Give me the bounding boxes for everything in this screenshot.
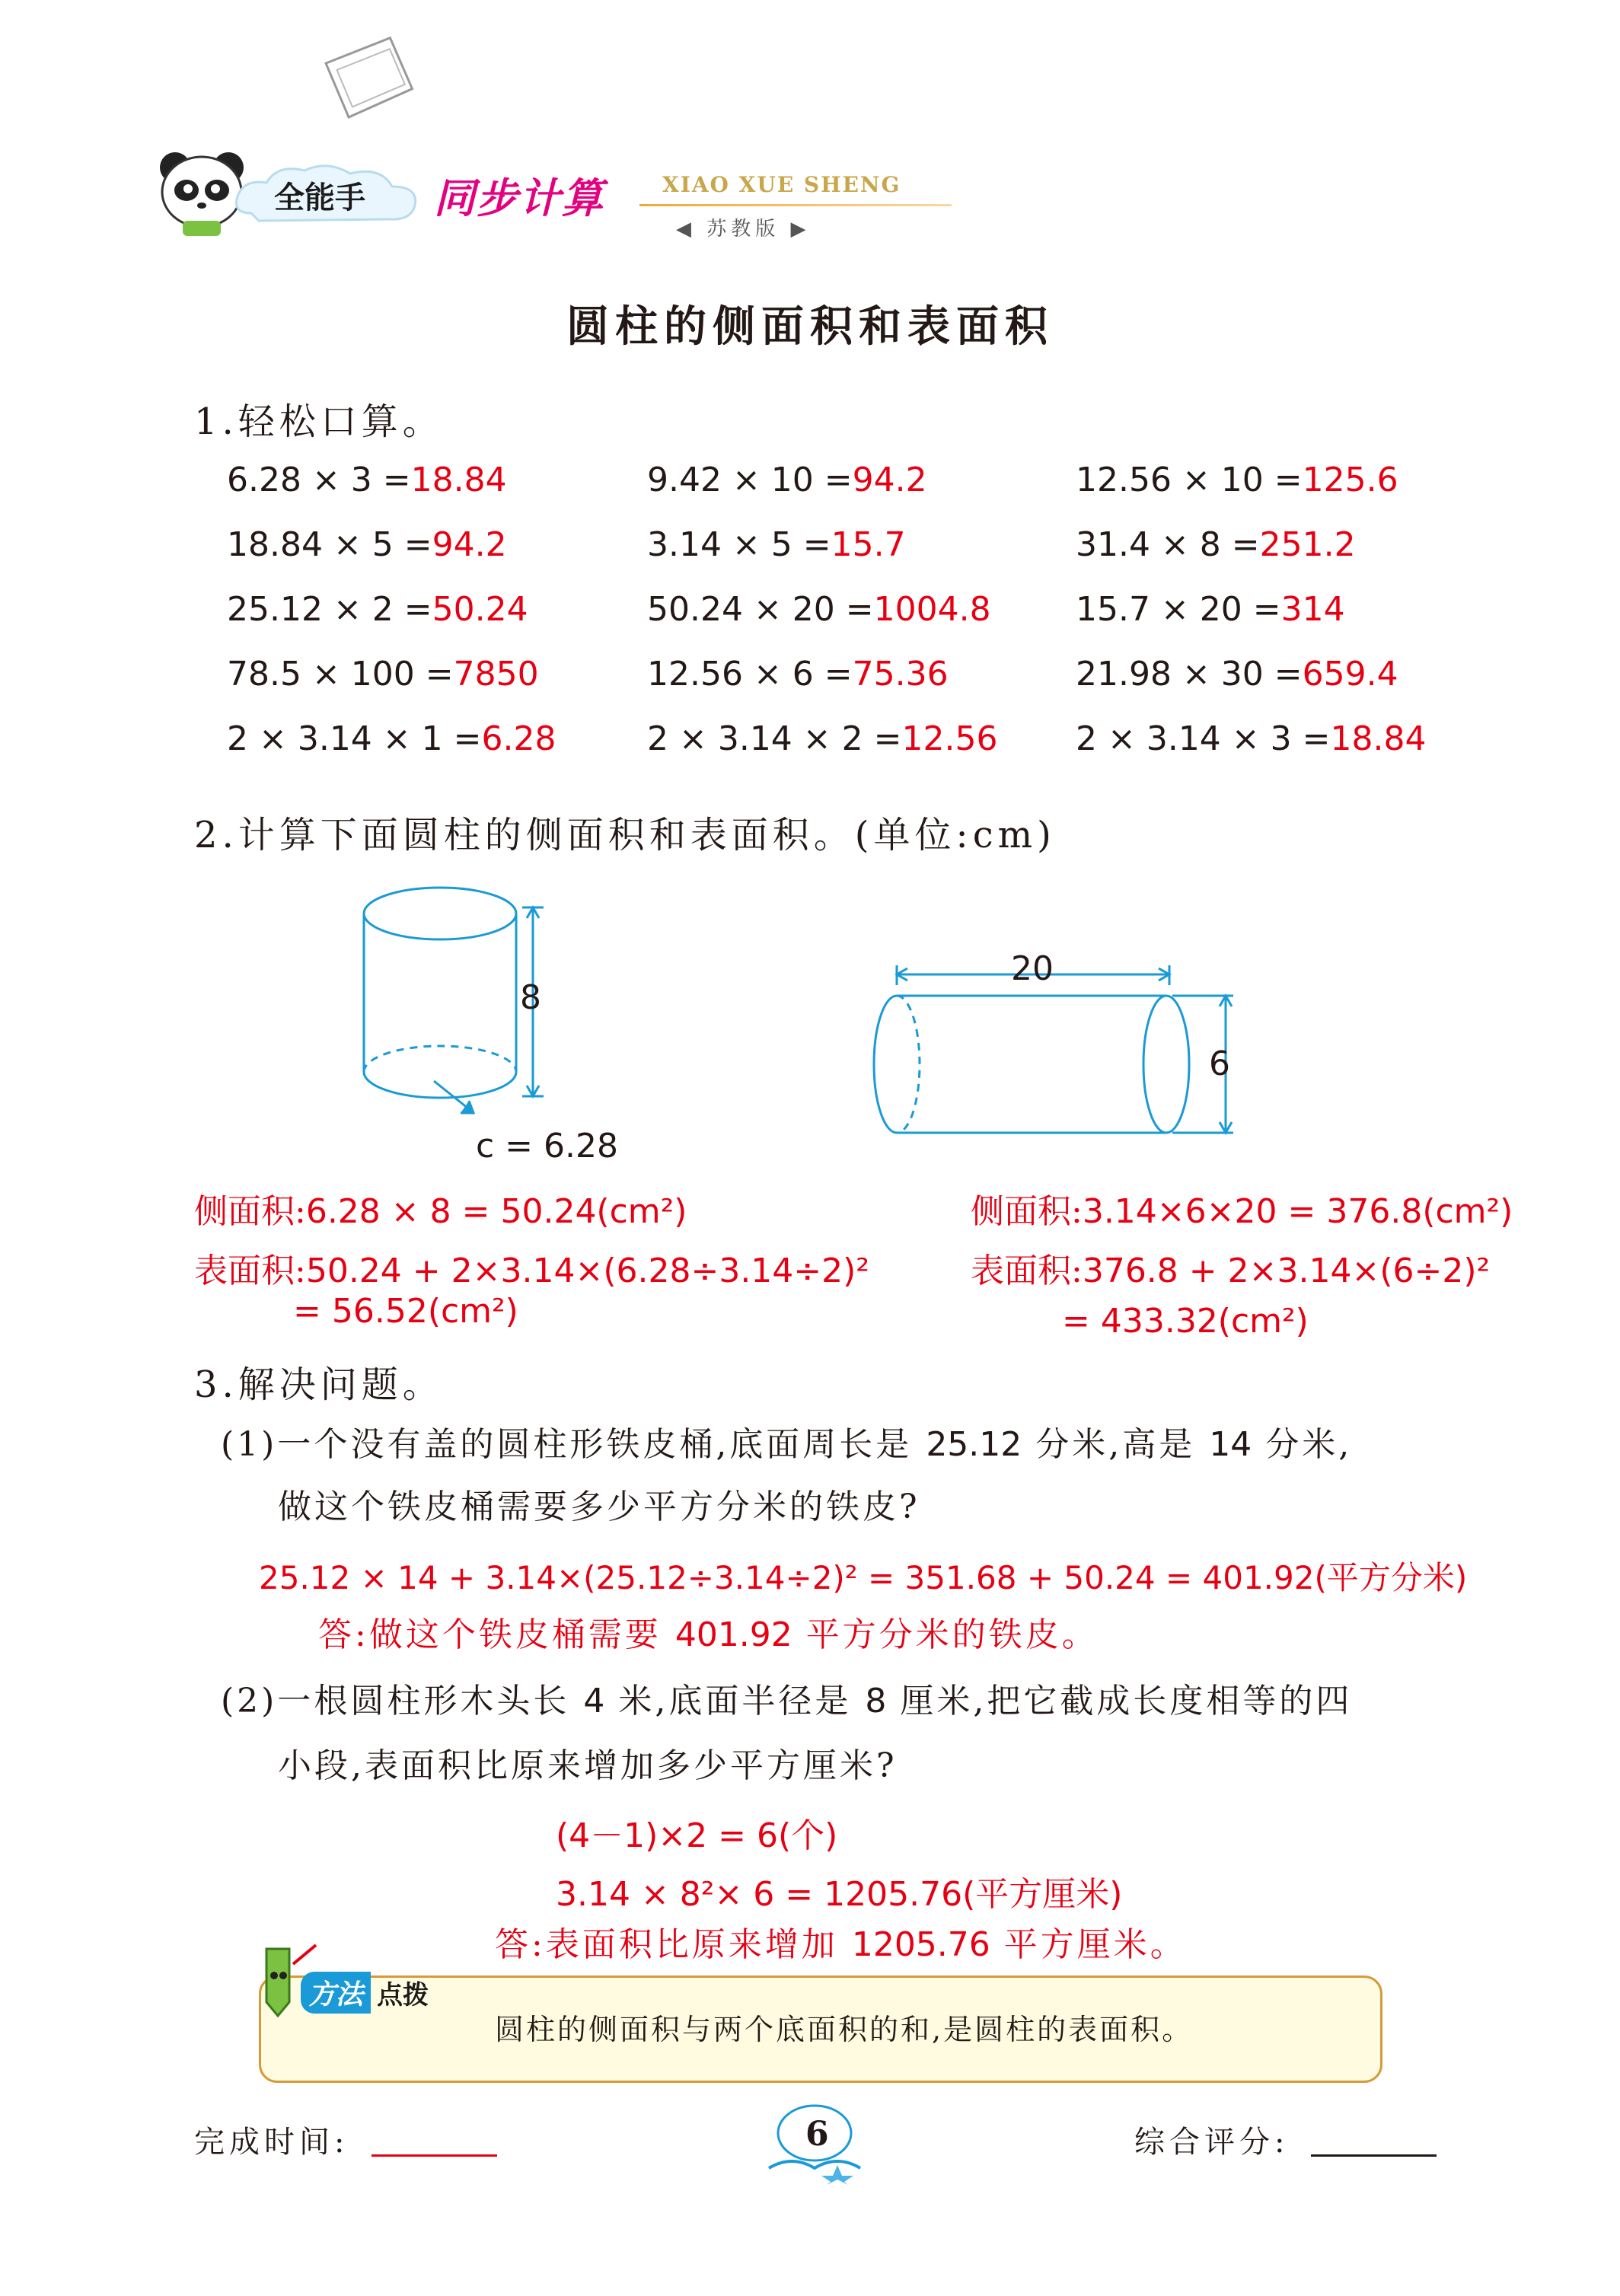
- problem1-answer: [318, 1612, 1099, 1658]
- fig1-surface-label: 表面积:: [194, 1252, 306, 1290]
- oral-calc-answer: 18.84: [1330, 719, 1427, 758]
- oral-calc-question: 2 × 3.14 × 2 =: [647, 719, 902, 758]
- oral-calc-question: 21.98 × 30 =: [1076, 655, 1303, 694]
- oral-calc-item: [647, 719, 997, 758]
- problem2-text-a: (2)一根圆柱形木头长: [221, 1682, 570, 1720]
- oral-calc-item: [227, 655, 539, 694]
- score-blank[interactable]: [1311, 2154, 1437, 2157]
- problem2-text-b: 米,底面半径是: [618, 1682, 852, 1720]
- fig2-surface-expr: 376.8 + 2×3.14×(6÷2)²: [1082, 1252, 1491, 1290]
- tip-badge: [301, 1972, 435, 2014]
- height-label: 8: [520, 978, 541, 1017]
- tip-text: 圆柱的侧面积与两个底面积的和,是圆柱的表面积。: [495, 2013, 1194, 2046]
- oral-calc-item: [1076, 719, 1426, 758]
- edition-text: 苏教版: [706, 218, 780, 241]
- problem1-line2: 做这个铁皮桶需要多少平方分米的铁皮?: [278, 1488, 920, 1526]
- oral-calc-question: 9.42 × 10 =: [647, 461, 853, 499]
- completion-time-blank[interactable]: [372, 2154, 497, 2157]
- oral-calc-item: [647, 655, 949, 694]
- fig1-surface-result: = 56.52(cm²): [293, 1292, 518, 1331]
- oral-calc-question: 6.28 × 3 =: [227, 461, 411, 499]
- oral-calc-item: [647, 461, 927, 499]
- brand-name: 全能手: [274, 180, 365, 215]
- oral-calc-question: 2 × 3.14 × 3 =: [1076, 719, 1331, 758]
- diameter-label: 6: [1209, 1044, 1230, 1083]
- oral-calc-answer: 1004.8: [873, 590, 991, 629]
- cylinder-bottom-back: [364, 1046, 516, 1072]
- oral-calc-answer: 15.7: [831, 525, 906, 564]
- score-label: 综合评分:: [1134, 2125, 1290, 2160]
- fig2-lateral-answer: [971, 1184, 1513, 1233]
- problem1-line1: [221, 1422, 1352, 1468]
- section3-heading: 3.解决问题。: [194, 1363, 444, 1406]
- edition-arrow-left-icon: ◀: [676, 218, 696, 241]
- header-rule: [639, 204, 952, 206]
- problem2-length: 4: [583, 1682, 605, 1720]
- oral-calc-answer: 12.56: [901, 719, 998, 758]
- oral-calc-question: 3.14 × 5 =: [647, 525, 831, 564]
- tip-badge-b: 点拨: [377, 1980, 429, 2011]
- oral-calc-question: 50.24 × 20 =: [647, 590, 874, 629]
- oral-calc-item: [227, 719, 556, 758]
- fig1-lateral-answer: [194, 1184, 687, 1233]
- problem1-answer-b: 平方分米的铁皮。: [805, 1615, 1099, 1654]
- oral-calc-item: [1076, 525, 1356, 564]
- problem2-work1: (4－1)×2 = 6(个): [556, 1816, 838, 1855]
- oral-calc-item: [1076, 461, 1398, 499]
- problem2-radius: 8: [865, 1682, 887, 1720]
- oral-calc-item: [1076, 590, 1345, 629]
- oral-calc-question: 31.4 × 8 =: [1076, 525, 1260, 564]
- problem1-answer-number: 401.92: [674, 1615, 792, 1654]
- problem1-text-a: (1)一个没有盖的圆柱形铁皮桶,底面周长是: [221, 1425, 913, 1464]
- oral-calc-question: 78.5 × 100 =: [227, 655, 454, 694]
- section2-heading: 2.计算下面圆柱的侧面积和表面积。(单位:cm): [194, 814, 1056, 856]
- oral-calc-answer: 18.84: [410, 461, 507, 499]
- tip-badge-a: 方法: [301, 1972, 371, 2014]
- problem1-text-c: 分米,: [1265, 1425, 1353, 1464]
- oral-calc-answer: 94.2: [432, 525, 507, 564]
- oral-calc-answer: 314: [1280, 590, 1345, 629]
- oral-calc-question: 15.7 × 20 =: [1076, 590, 1281, 629]
- oral-calc-answer: 75.36: [852, 655, 949, 694]
- pinyin-label: XIAO XUE SHENG: [662, 172, 901, 197]
- right-end: [1143, 996, 1189, 1133]
- oral-calc-answer: 50.24: [432, 590, 528, 629]
- oral-calc-answer: 125.6: [1302, 461, 1398, 499]
- oral-calc-question: 2 × 3.14 × 1 =: [227, 719, 482, 758]
- fig1-lateral-expr: 6.28 × 8 = 50.24(cm²): [305, 1192, 687, 1231]
- oral-calc-item: [227, 590, 528, 629]
- header: [0, 0, 1620, 251]
- section1-heading: 1.轻松口算。: [194, 400, 444, 443]
- length-label: 20: [1011, 949, 1054, 988]
- left-end-back: [897, 996, 920, 1133]
- oral-calc-item: [227, 461, 507, 499]
- fig2-surface-answer: [971, 1243, 1490, 1292]
- problem2-text-c: 厘米,把它截成长度相等的四: [900, 1682, 1353, 1720]
- oral-calc-question: 18.84 × 5 =: [227, 525, 432, 564]
- fig1-lateral-label: 侧面积:: [194, 1192, 306, 1231]
- fig2-surface-label: 表面积:: [971, 1252, 1083, 1290]
- problem2-answer-b: 平方厘米。: [1003, 1925, 1187, 1964]
- oral-calc-answer: 659.4: [1302, 655, 1398, 694]
- problem2-answer-number: 1205.76: [851, 1925, 990, 1964]
- problem1-circumference: 25.12: [926, 1425, 1022, 1464]
- oral-calc-item: [647, 590, 991, 629]
- oral-calc-answer: 7850: [453, 655, 539, 694]
- fig2-lateral-label: 侧面积:: [971, 1192, 1083, 1231]
- problem2-work2: 3.14 × 8²× 6 = 1205.76(平方厘米): [556, 1875, 1123, 1914]
- oral-calc-question: 25.12 × 2 =: [227, 590, 432, 629]
- cylinder-top: [364, 888, 516, 939]
- vertical-cylinder-figure: [350, 875, 579, 1157]
- oral-calc-answer: 94.2: [852, 461, 927, 499]
- oral-calc-question: 12.56 × 6 =: [647, 655, 853, 694]
- fig2-lateral-expr: 3.14×6×20 = 376.8(cm²): [1082, 1192, 1513, 1231]
- problem2-answer: [495, 1922, 1187, 1968]
- problem2-line2: 小段,表面积比原来增加多少平方厘米?: [278, 1746, 898, 1785]
- problem1-answer-a: 答:做这个铁皮桶需要: [318, 1615, 662, 1654]
- stamp-logo: [314, 28, 423, 132]
- oral-calc-question: 12.56 × 10 =: [1076, 461, 1303, 499]
- problem1-height: 14: [1209, 1425, 1252, 1464]
- oral-calc-answer: 6.28: [481, 719, 556, 758]
- oral-calc-item: [227, 525, 507, 564]
- fig1-surface-answer: [194, 1243, 869, 1292]
- oral-calc-answer: 251.2: [1259, 525, 1356, 564]
- completion-time-label: 完成时间:: [194, 2125, 349, 2160]
- left-end-front: [874, 996, 897, 1133]
- problem1-text-b: 分米,高是: [1035, 1425, 1196, 1464]
- problem1-work: 25.12 × 14 + 3.14×(25.12÷3.14÷2)² = 351.68 + 50.24 = 401.92(平方分米): [259, 1559, 1468, 1596]
- page-title: 圆柱的侧面积和表面积: [566, 301, 1054, 352]
- circumference-label: c = 6.28: [476, 1127, 618, 1166]
- problem2-line1: [221, 1679, 1352, 1724]
- edition-label: [676, 213, 811, 241]
- series-name: 同步计算: [434, 174, 604, 222]
- fig2-surface-result: = 433.32(cm²): [1062, 1302, 1309, 1341]
- edition-arrow-right-icon: ▶: [790, 218, 811, 241]
- oral-calc-item: [1076, 655, 1398, 694]
- page-number: 6: [805, 2115, 829, 2154]
- fig1-surface-expr: 50.24 + 2×3.14×(6.28÷3.14÷2)²: [305, 1252, 869, 1290]
- problem2-answer-a: 答:表面积比原来增加: [495, 1925, 838, 1964]
- oral-calc-item: [647, 525, 906, 564]
